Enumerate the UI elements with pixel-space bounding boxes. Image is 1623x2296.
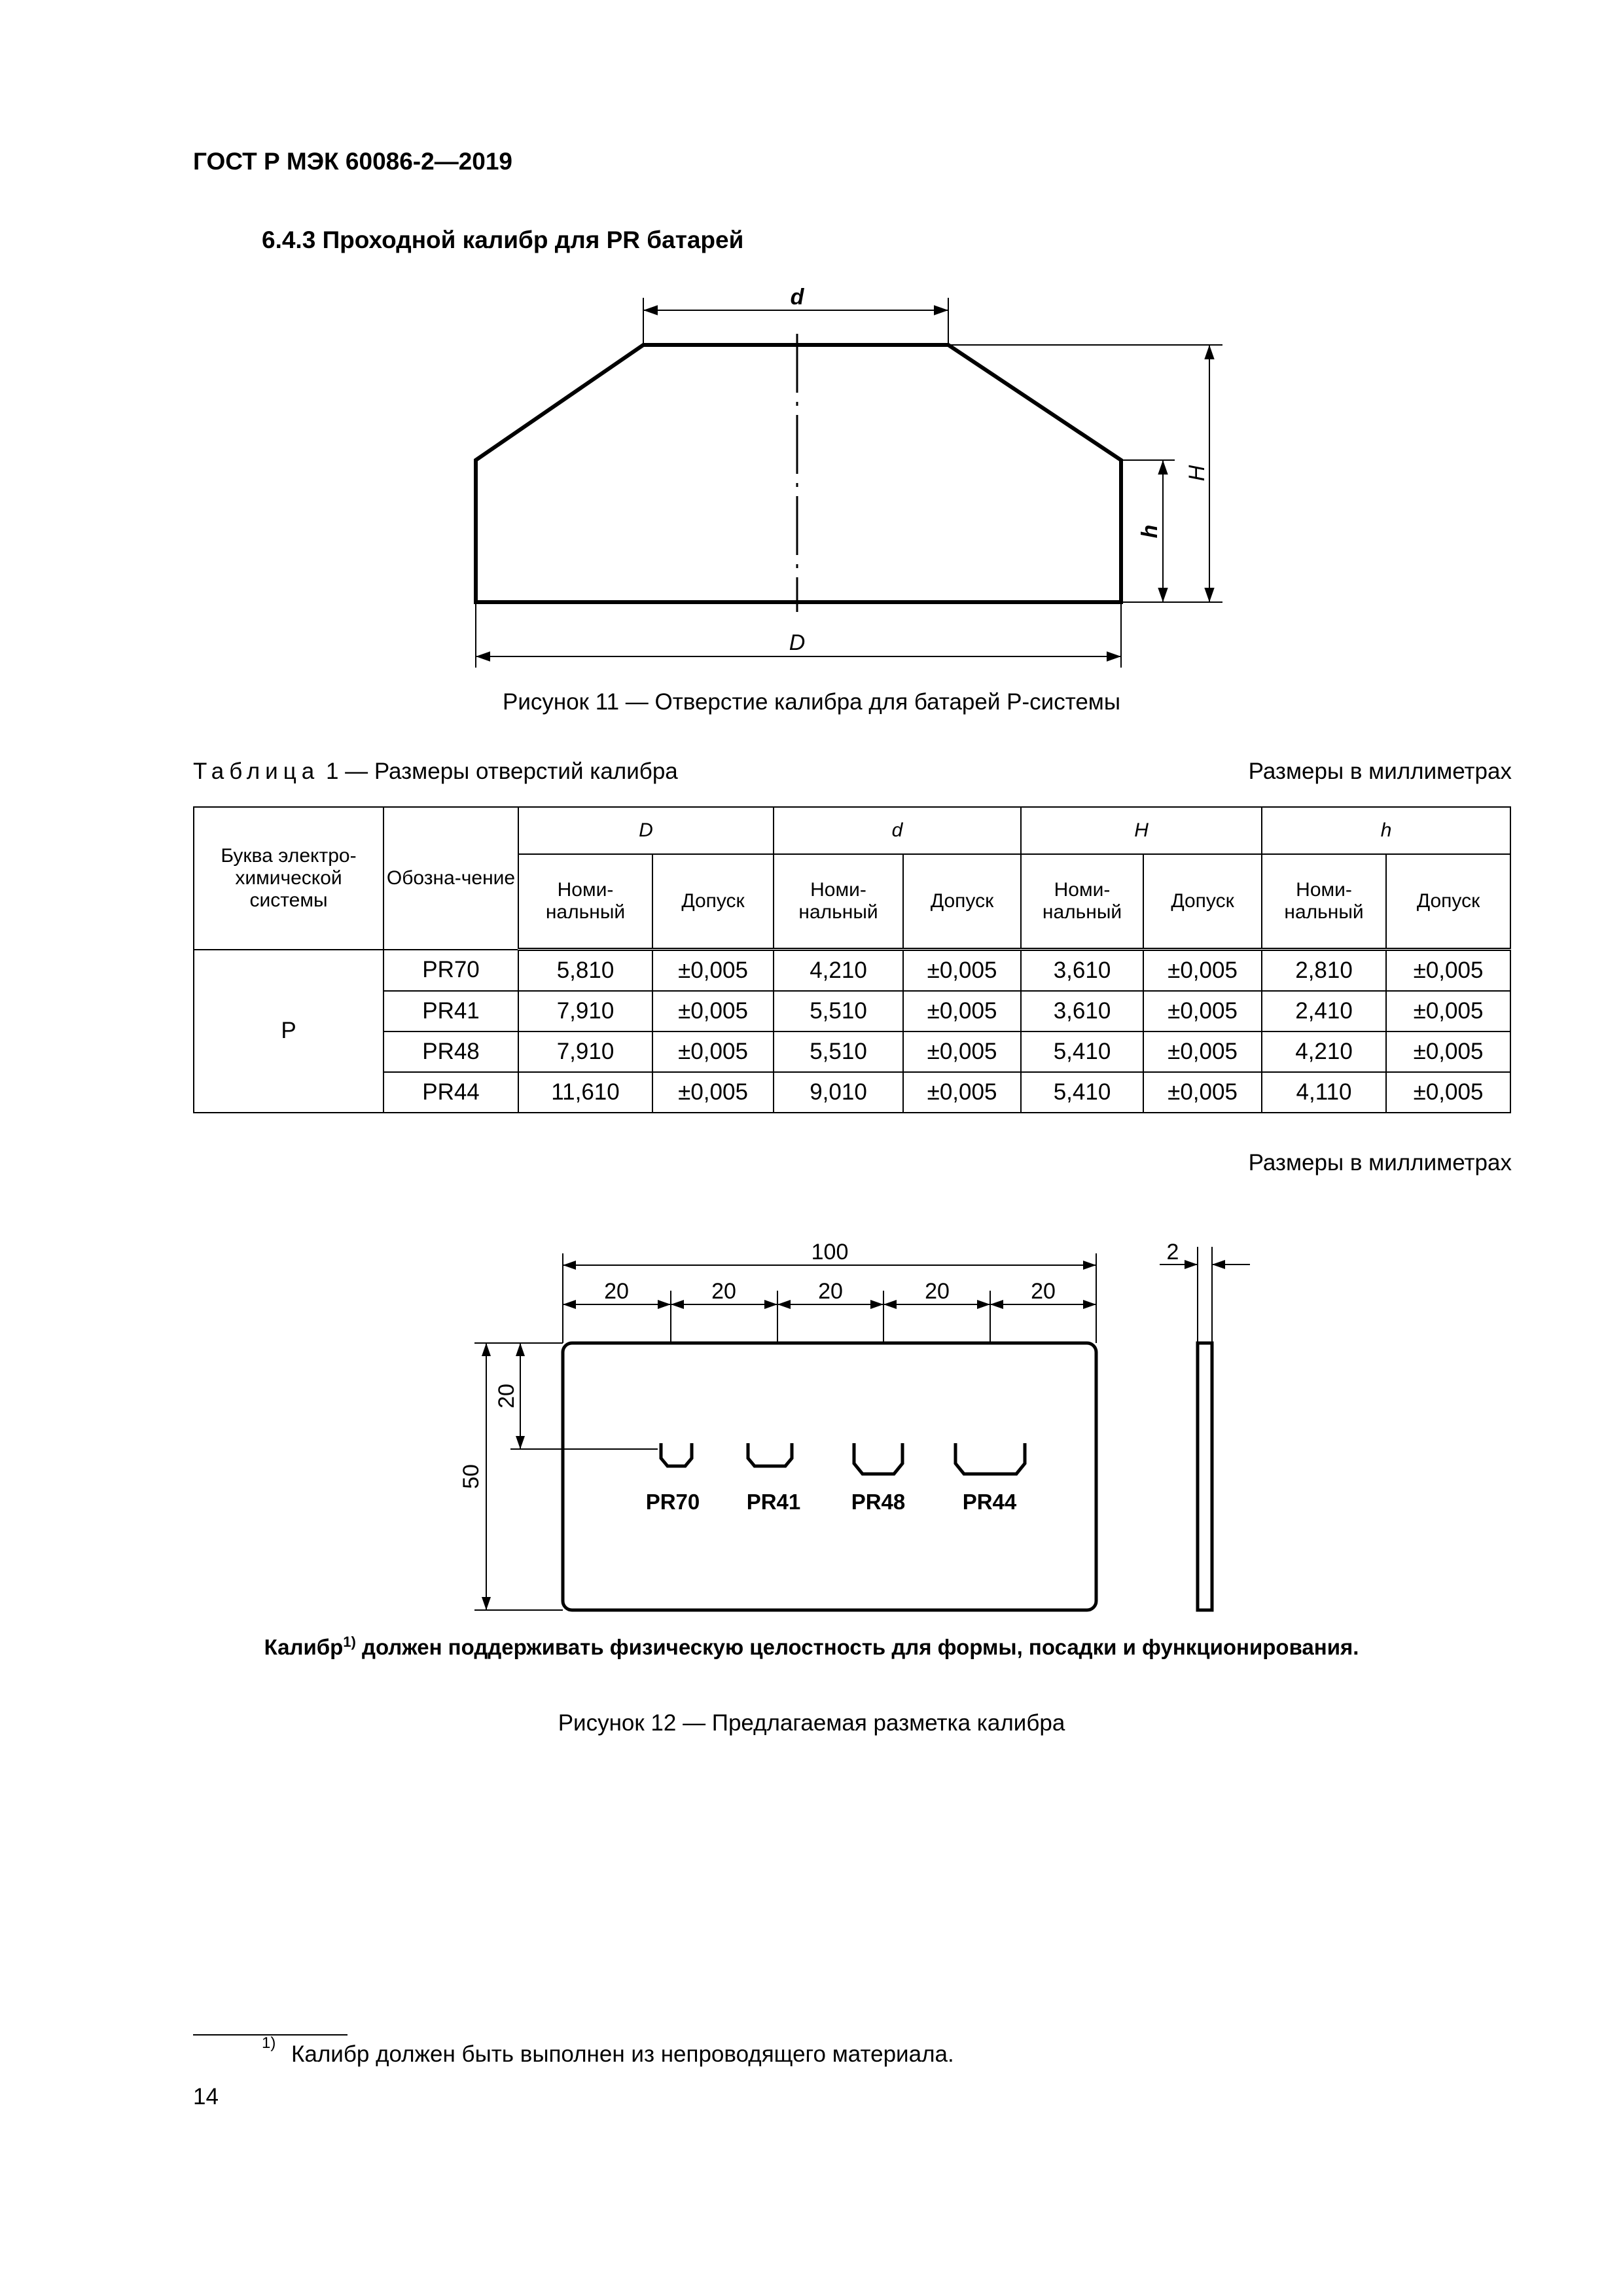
dim-segment-label: 20 — [818, 1279, 843, 1304]
hole-label-pr41: PR41 — [746, 1490, 801, 1514]
value-cell: ±0,005 — [1143, 1072, 1262, 1113]
hole-pr48-icon — [854, 1443, 902, 1474]
subheader-nominal: Номи-нальный — [1262, 854, 1386, 950]
gauge-plate — [563, 1343, 1096, 1610]
value-cell: 2,810 — [1262, 950, 1386, 992]
figure-12-caption: Рисунок 12 — Предлагаемая разметка калибра — [558, 1710, 1065, 1736]
designation-cell: PR70 — [383, 950, 518, 992]
dim-segment-label: 20 — [604, 1279, 629, 1304]
value-cell: 3,610 — [1021, 950, 1143, 992]
header-group-d: d — [774, 807, 1021, 854]
designation-cell: PR48 — [383, 1031, 518, 1072]
document-header: ГОСТ Р МЭК 60086-2—2019 — [193, 148, 513, 175]
subheader-nominal: Номи-нальный — [1021, 854, 1143, 950]
header-group-h: h — [1262, 807, 1510, 854]
footnote-body: Калибр должен быть выполнен из непроводящего материала. — [291, 2041, 954, 2067]
value-cell: 11,610 — [518, 1072, 652, 1113]
dim-height-label: 50 — [459, 1464, 484, 1489]
value-cell: 4,210 — [774, 950, 903, 992]
table-label-word: Таблица — [193, 759, 320, 784]
section-title: 6.4.3 Проходной калибр для PR батарей — [262, 226, 744, 253]
header-group-D: D — [518, 807, 774, 854]
value-cell: 5,510 — [774, 991, 903, 1031]
footnote-text — [265, 2041, 954, 2068]
dim-d-label: d — [790, 285, 804, 310]
page-number: 14 — [193, 2084, 219, 2109]
dim-segment-label: 20 — [711, 1279, 736, 1304]
dim-D-label: D — [789, 630, 806, 655]
value-cell: ±0,005 — [1386, 1072, 1510, 1113]
header-designation: Обозна-чение — [383, 807, 518, 950]
value-cell: 5,810 — [518, 950, 652, 992]
value-cell: ±0,005 — [903, 1031, 1021, 1072]
subheader-nominal: Номи-нальный — [774, 854, 903, 950]
hole-pr70-icon — [661, 1443, 692, 1466]
subheader-tolerance: Допуск — [652, 854, 774, 950]
hole-label-pr70: PR70 — [645, 1490, 700, 1514]
value-cell: ±0,005 — [1143, 950, 1262, 992]
dim-total-width-label: 100 — [811, 1240, 849, 1265]
designation-cell: PR44 — [383, 1072, 518, 1113]
dim-segment-label: 20 — [925, 1279, 950, 1304]
value-cell: ±0,005 — [652, 1072, 774, 1113]
hole-label-pr44: PR44 — [962, 1490, 1017, 1514]
gauge-plate-side-view — [1198, 1343, 1212, 1610]
dim-segment-label: 20 — [1031, 1279, 1056, 1304]
designation-cell: PR41 — [383, 991, 518, 1031]
note-text-end: должен поддерживать физическую целостность для формы, посадки и функционирования. — [355, 1635, 1359, 1659]
value-cell: 5,410 — [1021, 1072, 1143, 1113]
header-system: Буква электро-химической системы — [194, 807, 383, 950]
subheader-tolerance: Допуск — [903, 854, 1021, 950]
value-cell: ±0,005 — [903, 991, 1021, 1031]
value-cell: 4,110 — [1262, 1072, 1386, 1113]
dim-h-label: h — [1137, 524, 1162, 539]
value-cell: 2,410 — [1262, 991, 1386, 1031]
value-cell: ±0,005 — [652, 1031, 774, 1072]
subheader-nominal: Номи-нальный — [518, 854, 652, 950]
value-cell: 9,010 — [774, 1072, 903, 1113]
header-group-H: H — [1021, 807, 1262, 854]
footnote-mark: 1) — [262, 2034, 276, 2052]
value-cell: 7,910 — [518, 1031, 652, 1072]
figure-11-caption: Рисунок 11 — Отверстие калибра для батарей P-системы — [502, 689, 1121, 715]
value-cell: ±0,005 — [1143, 991, 1262, 1031]
value-cell: 3,610 — [1021, 991, 1143, 1031]
footnote-reference[interactable]: 1) — [343, 1634, 356, 1650]
value-cell: ±0,005 — [1386, 991, 1510, 1031]
note-text-start: Калибр — [264, 1635, 344, 1659]
subheader-tolerance: Допуск — [1143, 854, 1262, 950]
hole-pr41-icon — [748, 1443, 792, 1466]
value-cell: ±0,005 — [652, 991, 774, 1031]
gauge-requirement-note — [0, 1634, 1623, 1660]
value-cell: 5,510 — [774, 1031, 903, 1072]
dim-H-label: H — [1185, 465, 1209, 482]
value-cell: ±0,005 — [1386, 1031, 1510, 1072]
value-cell: 5,410 — [1021, 1031, 1143, 1072]
value-cell: ±0,005 — [1386, 950, 1510, 992]
subheader-tolerance: Допуск — [1386, 854, 1510, 950]
value-cell: ±0,005 — [903, 1072, 1021, 1113]
system-letter-cell: P — [194, 950, 383, 1113]
hole-pr44-icon — [955, 1443, 1025, 1474]
table-units-note: Размеры в миллиметрах — [1248, 759, 1512, 784]
value-cell: 7,910 — [518, 991, 652, 1031]
table-label-title: 1 — Размеры отверстий калибра — [319, 759, 678, 784]
value-cell: ±0,005 — [652, 950, 774, 992]
hole-label-pr48: PR48 — [851, 1490, 906, 1514]
value-cell: 4,210 — [1262, 1031, 1386, 1072]
value-cell: ±0,005 — [903, 950, 1021, 992]
dim-offset-label: 20 — [494, 1384, 519, 1408]
figure-12-units-note: Размеры в миллиметрах — [1248, 1150, 1512, 1175]
dim-thickness-label: 2 — [1166, 1240, 1179, 1265]
value-cell: ±0,005 — [1143, 1031, 1262, 1072]
